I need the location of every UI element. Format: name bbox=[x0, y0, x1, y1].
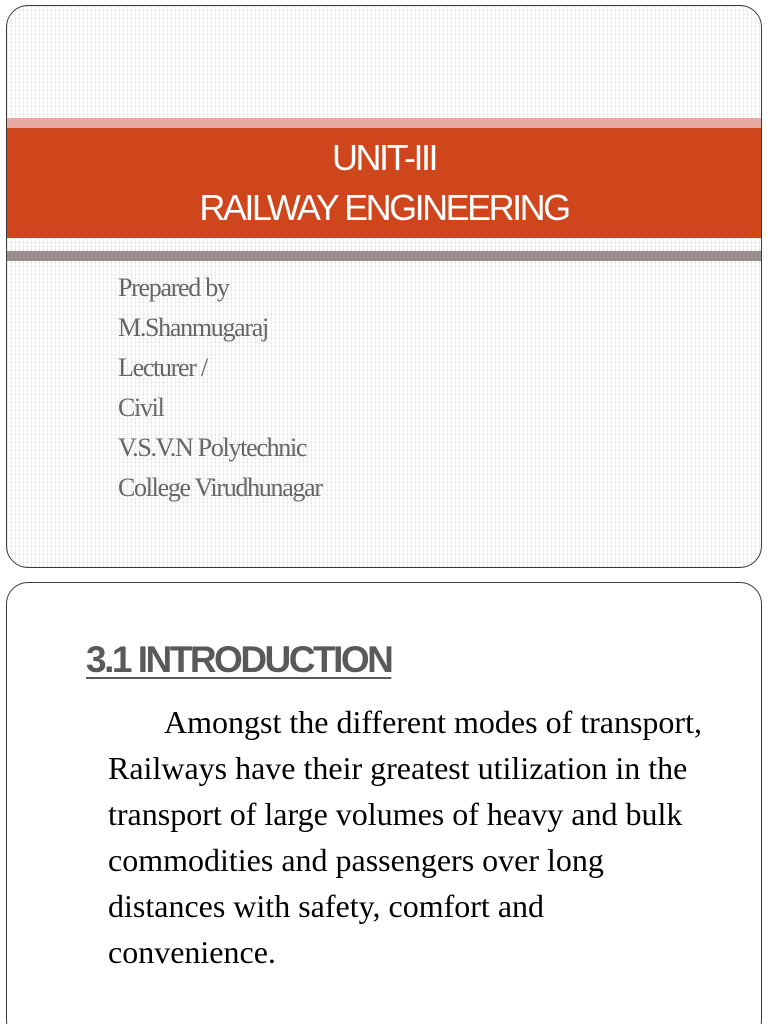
credit-line: Lecturer / bbox=[118, 353, 207, 382]
title-slide bbox=[6, 5, 762, 568]
title-top-stripe bbox=[7, 118, 761, 128]
credit-line: M.Shanmugaraj bbox=[118, 313, 268, 342]
introduction-paragraph: Amongst the different modes of transport, Railways have their greatest utilization in the transport of large volumes of heavy and bulk commodities and passengers over long distances with safety, comfort and convenience. bbox=[108, 704, 702, 970]
unit-title: UNIT-III bbox=[332, 137, 436, 178]
title-band bbox=[7, 128, 761, 238]
credit-line: College Virudhunagar bbox=[118, 473, 322, 502]
subject-title: RAILWAY ENGINEERING bbox=[199, 187, 569, 228]
credit-line: Civil bbox=[118, 393, 164, 422]
credit-line: Prepared by bbox=[118, 273, 229, 302]
title-bottom-stripe bbox=[7, 251, 761, 261]
author-credits bbox=[118, 268, 322, 508]
introduction-slide bbox=[6, 582, 762, 1024]
section-heading: 3.1 INTRODUCTION bbox=[86, 639, 392, 680]
credit-line: V.S.V.N Polytechnic bbox=[118, 433, 307, 462]
